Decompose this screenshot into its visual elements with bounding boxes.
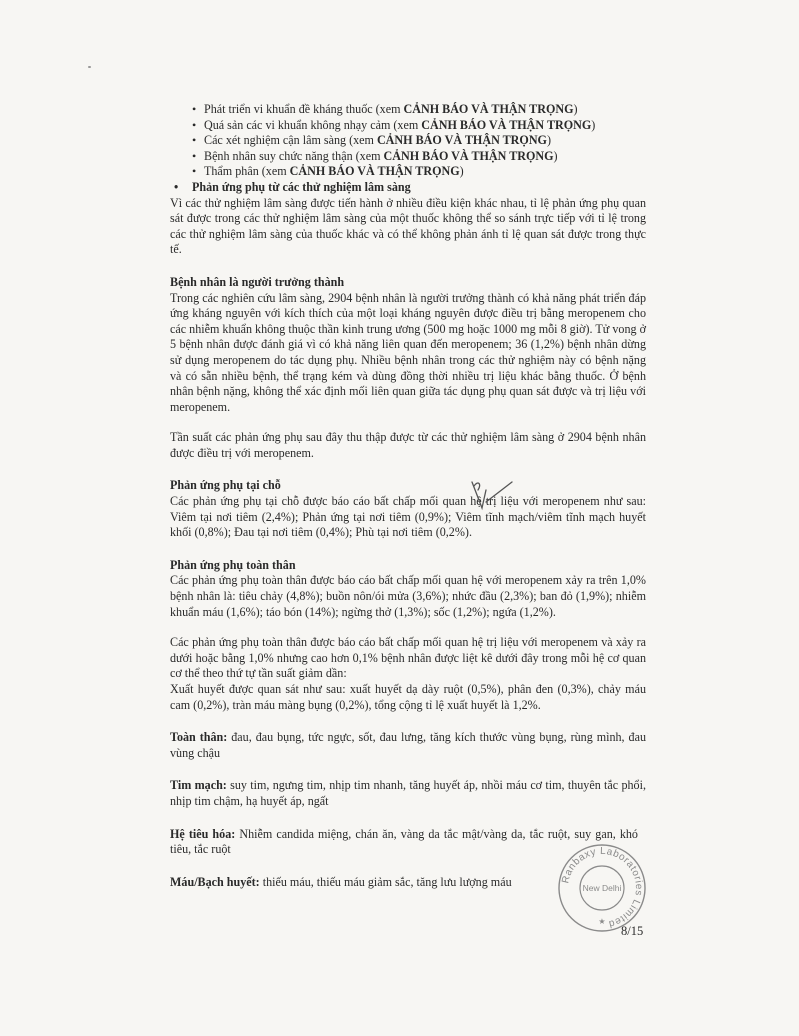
stamp-outer-text: Ranbaxy Laboratories Limited	[560, 845, 645, 930]
organ-whole-body: Toàn thân: đau, đau bụng, tức ngực, sốt, đau lưng, tăng kích thước vùng bụng, rùng mình, đau vùng chậu	[170, 730, 647, 760]
adult-patients-text: Trong các nghiên cứu lâm sàng, 2904 bệnh nhân là người trưởng thành có khả năng phát triển đáp ứng kháng nguyên với kích thích của một loại kháng nguyên được điều trị bằng meropenem cho các nhiễm khuẩn không thuộc thần kinh trung ương (500 mg hoặc 1000 mg mỗi 8 giờ). Tử vong ở 5 bệnh nhân được đánh giá vì có khả năng liên quan đến meropenem; 36 (1,2%) bệnh nhân dừng sử dụng meropenem do tác dụng phụ. Nhiều bệnh nhân trong các thử nghiệm này có bệnh nặng và có sẵn nhiều bệnh, thể trạng kém và dùng đồng thời nhiều trị liệu khác bằng thuốc. Ở bệnh nhân bệnh nặng, không thể xác định mối liên quan giữa tác dụng phụ quan sát được và trị liệu với meropenem.	[170, 290, 646, 414]
bleeding-text: Xuất huyết được quan sát như sau: xuất huyết dạ dày ruột (0,5%), phân đen (0,3%), chảy máu cam (0,2%), tràn máu màng bụng (0,2%), tổng cộng tỉ lệ xuất huyết là 1,2%.	[170, 682, 646, 712]
organ-digestive: Hệ tiêu hóa: Nhiễm candida miệng, chán ăn, vàng da tắc mật/vàng da, tắc ruột, suy gan, khó tiêu, tắc ruột	[170, 826, 638, 857]
organ-blood-lymph: Máu/Bạch huyết: thiếu máu, thiếu máu giảm sắc, tăng lưu lượng máu	[170, 874, 512, 889]
company-stamp	[556, 842, 648, 934]
signature-mark	[452, 478, 518, 518]
list-item: • Bệnh nhân suy chức năng thận (xem CẢNH BÁO VÀ THẬN TRỌNG)	[170, 149, 646, 165]
clinical-trials-heading: • Phản ứng phụ từ các thử nghiệm lâm sàng	[170, 180, 646, 196]
warning-reference-list	[170, 102, 646, 180]
star-icon: ★	[598, 917, 606, 926]
page-content	[170, 102, 646, 890]
organ-cardiovascular: Tim mạch: suy tim, ngưng tim, nhịp tim nhanh, tăng huyết áp, nhồi máu cơ tim, thuyên tắc phổi, nhịp tim chậm, hạ huyết áp, ngất	[170, 778, 646, 808]
systemic-reactions-heading: Phản ứng phụ toàn thân	[170, 557, 296, 572]
frequency-text: Tần suất các phản ứng phụ sau đây thu thập được từ các thử nghiệm lâm sàng ở 2904 bệnh nhân được điều trị với meropenem.	[170, 430, 646, 460]
local-reactions-heading: Phản ứng phụ tại chỗ	[170, 478, 281, 493]
systemic-reactions-text-1: Các phản ứng phụ toàn thân được báo cáo bất chấp mối quan hệ với meropenem xảy ra trên 1,0% bệnh nhân là: tiêu chảy (4,8%); buồn nôn/ói mửa (3,6%); nhức đầu (2,3%); ban đỏ (1,9%); nhiễm khuẩn máu (1,6%); táo bón (14%); ngừng thở (1,3%); sốc (1,2%); ngứa (1,2%).	[170, 573, 646, 619]
page-number: 8/15	[621, 924, 644, 938]
stamp-center-text: New Delhi	[582, 883, 622, 893]
adult-patients-heading: Bệnh nhân là người trưởng thành	[170, 274, 345, 289]
list-item: • Quá sản các vi khuẩn không nhạy cảm (xem CẢNH BÁO VÀ THẬN TRỌNG)	[170, 118, 646, 134]
list-item: • Các xét nghiệm cận lâm sàng (xem CẢNH BÁO VÀ THẬN TRỌNG)	[170, 133, 646, 149]
clinical-trials-text: Vì các thử nghiệm lâm sàng được tiến hành ở nhiều điều kiện khác nhau, tỉ lệ phản ứng phụ quan sát được trong các thử nghiệm lâm sàng của một thuốc không thể so sánh trực tiếp với tỉ lệ trong các thử nghiệm lâm sàng của thuốc khác và có thể không phản ánh tỉ lệ quan sát được trong thực tế.	[170, 195, 646, 257]
list-item: • Thẩm phân (xem CẢNH BÁO VÀ THẬN TRỌNG)	[170, 164, 646, 180]
local-reactions-text: Các phản ứng phụ tại chỗ được báo cáo bất chấp mối quan hệ trị liệu với meropenem như sau: Viêm tại nơi tiêm (2,4%); Phản ứng tại nơi tiêm (0,9%); Viêm tĩnh mạch/viêm tĩnh mạch huyết khối (0,8%); Đau tại nơi tiêm (0,4%); Phù tại nơi tiêm (0,2%).	[170, 494, 646, 540]
systemic-reactions-text-2: Các phản ứng phụ toàn thân được báo cáo bất chấp mối quan hệ trị liệu với meropenem và xảy ra dưới hoặc bằng 1,0% nhưng cao hơn 0,1% bệnh nhân được liệt kê dưới đây trong mỗi hệ cơ quan cơ thể theo thứ tự tần suất giảm dần:	[170, 635, 646, 681]
scan-speck	[88, 66, 91, 68]
list-item: • Phát triển vi khuẩn đề kháng thuốc (xem CẢNH BÁO VÀ THẬN TRỌNG)	[170, 102, 646, 118]
